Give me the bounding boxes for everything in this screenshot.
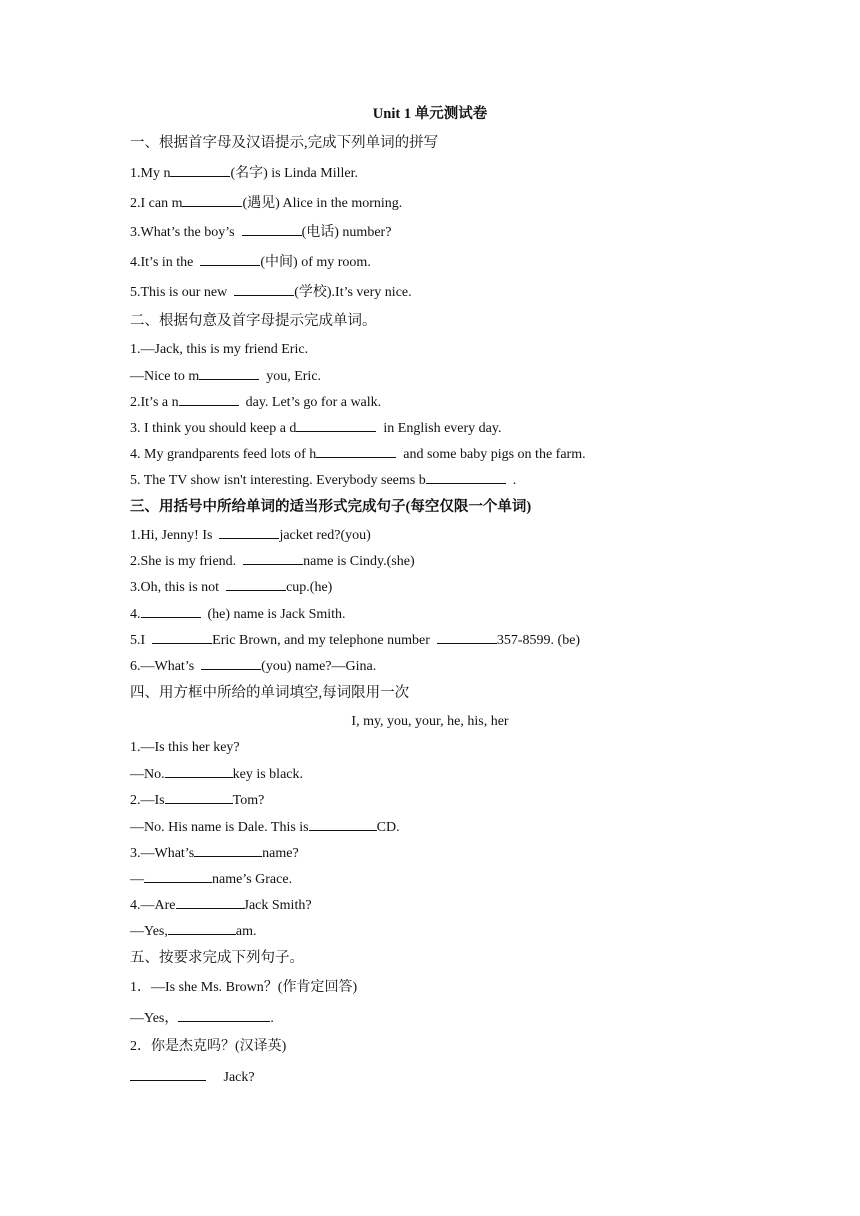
answer-blank[interactable] [170,164,230,177]
s2-q5-text-a: 5. The TV show isn't interesting. Everybody seems b [130,473,426,488]
s1-question-1 [130,164,358,183]
section-5-header: 五、按要求完成下列句子。 [130,950,304,966]
s2-q3-text-b: in English every day. [379,421,502,436]
s4-q4b-text-b: am. [235,924,257,939]
s4-q4a-text-a: 4.—Are [130,898,176,913]
s3-q2-text-b: name is Cindy.(she) [303,554,415,569]
s3-question-6 [130,657,376,676]
s2-q4-text-b: and some baby pigs on the farm. [399,447,586,462]
s2-q1b-text-b: you, Eric. [262,369,322,384]
s1-question-5 [130,283,412,302]
section-3-header: 三、用括号中所给单词的适当形式完成句子(每空仅限一个单词) [130,499,532,515]
answer-blank[interactable] [426,471,506,484]
s1-q2-text-b: (遇见) Alice in the morning. [242,196,403,211]
section-2-header: 二、根据句意及首字母提示完成单词。 [130,313,377,329]
s5-question-2a: 2．你是杰克吗？(汉译英) [130,1039,287,1054]
s4-q4b-text-a: —Yes, [130,924,168,939]
s1-q2-text-a: 2.I can m [130,196,183,211]
answer-blank[interactable] [141,605,201,618]
s5-question-1a: 1．—Is she Ms. Brown？(作肯定回答) [130,980,358,995]
answer-blank[interactable] [199,367,259,380]
answer-blank[interactable] [316,445,396,458]
s3-q6-text-b: (you) name?—Gina. [261,659,377,674]
s3-q3-text-b: cup.(he) [286,580,333,595]
s5-question-2b [130,1068,255,1087]
s4-question-4a [130,896,312,915]
answer-blank[interactable] [179,393,239,406]
answer-blank[interactable] [152,631,212,644]
answer-blank[interactable] [165,765,233,778]
s2-question-4 [130,445,586,464]
answer-blank[interactable] [168,922,236,935]
s3-q2-text-a: 2.She is my friend. [130,554,240,569]
s1-q4-text-a: 4.It’s in the [130,255,197,270]
answer-blank[interactable] [200,253,260,266]
page-title: Unit 1 单元测试卷 [372,106,488,122]
s5-q1b-text-a: —Yes， [130,1011,179,1026]
s4-question-1b [130,765,303,784]
s2-q2-text-a: 2.It’s a n [130,395,179,410]
s1-q3-text-a: 3.What’s the boy’s [130,225,239,240]
answer-blank[interactable] [243,552,303,565]
s4-q3b-text-b: name’s Grace. [212,872,293,887]
s3-q1-text-a: 1.Hi, Jenny! Is [130,528,216,543]
answer-blank[interactable] [437,631,497,644]
s3-q4-text-a: 4. [130,607,141,622]
answer-blank[interactable] [176,896,244,909]
s4-q4a-text-b: Jack Smith? [243,898,312,913]
s2-question-5 [130,471,516,490]
s2-q1b-text-a: —Nice to m [130,369,200,384]
s4-question-2b [130,818,400,837]
s4-question-3a [130,844,299,863]
s3-q1-text-b: jacket red?(you) [279,528,371,543]
s5-q1b-text-b: . [270,1011,274,1026]
s2-question-1b [130,367,321,386]
answer-blank[interactable] [226,578,286,591]
s2-q5-text-b: . [509,473,517,488]
answer-blank[interactable] [242,223,302,236]
s2-question-2 [130,393,381,412]
answer-blank[interactable] [309,818,377,831]
answer-blank[interactable] [178,1009,270,1022]
s3-question-2 [130,552,415,571]
s1-q5-text-b: (学校).It’s very nice. [294,285,412,300]
s4-question-1a: 1.—Is this her key? [130,740,240,755]
answer-blank[interactable] [165,791,233,804]
s4-q3a-text-b: name? [262,846,299,861]
s4-q2b-text-a: —No. His name is Dale. This is [130,820,309,835]
s4-q3b-text-a: — [130,872,144,887]
s4-q1b-text-a: —No. [130,767,165,782]
answer-blank[interactable] [296,419,376,432]
s1-q4-text-b: (中间) of my room. [260,255,371,270]
s3-question-3 [130,578,332,597]
s3-q5-text-b: Eric Brown, and my telephone number [212,633,434,648]
section-4-header: 四、用方框中所给的单词填空,每词限用一次 [130,685,410,701]
s4-question-4b [130,922,256,941]
s1-question-2 [130,194,402,213]
answer-blank[interactable] [182,194,242,207]
s4-q1b-text-b: key is black. [232,767,303,782]
s3-q6-text-a: 6.—What’s [130,659,198,674]
s2-q4-text-a: 4. My grandparents feed lots of h [130,447,317,462]
s3-q5-text-c: 357-8599. (be) [496,633,581,648]
answer-blank[interactable] [234,283,294,296]
answer-blank[interactable] [130,1068,206,1081]
s3-question-1 [130,526,371,545]
s2-q2-text-b: day. Let’s go for a walk. [242,395,382,410]
s5-q2b-text-b: Jack? [223,1070,255,1085]
answer-blank[interactable] [219,526,279,539]
s2-question-3 [130,419,502,438]
word-box: I, my, you, your, he, his, her [351,714,509,729]
s3-q5-text-a: 5.I [130,633,149,648]
s5-question-1b [130,1009,274,1028]
s3-q4-text-b: (he) name is Jack Smith. [204,607,346,622]
s1-q5-text-a: 5.This is our new [130,285,231,300]
s1-q1-text-b: (名字) is Linda Miller. [230,166,358,181]
s3-question-5 [130,631,580,650]
s3-q3-text-a: 3.Oh, this is not [130,580,223,595]
s1-question-4 [130,253,371,272]
s4-q2a-text-a: 2.—Is [130,793,165,808]
answer-blank[interactable] [144,870,212,883]
s1-q3-text-b: (电话) number? [301,225,392,240]
section-1-header: 一、根据首字母及汉语提示,完成下列单词的拼写 [130,135,439,151]
s4-q2b-text-b: CD. [376,820,400,835]
s4-question-3b [130,870,292,889]
answer-blank[interactable] [194,844,262,857]
s4-q2a-text-b: Tom? [232,793,265,808]
s1-question-3 [130,223,391,242]
s4-q3a-text-a: 3.—What’s [130,846,195,861]
s2-q3-text-a: 3. I think you should keep a d [130,421,297,436]
s4-question-2a [130,791,264,810]
answer-blank[interactable] [201,657,261,670]
s1-q1-text-a: 1.My n [130,166,171,181]
s3-question-4 [130,605,346,624]
s2-question-1a: 1.—Jack, this is my friend Eric. [130,342,309,357]
